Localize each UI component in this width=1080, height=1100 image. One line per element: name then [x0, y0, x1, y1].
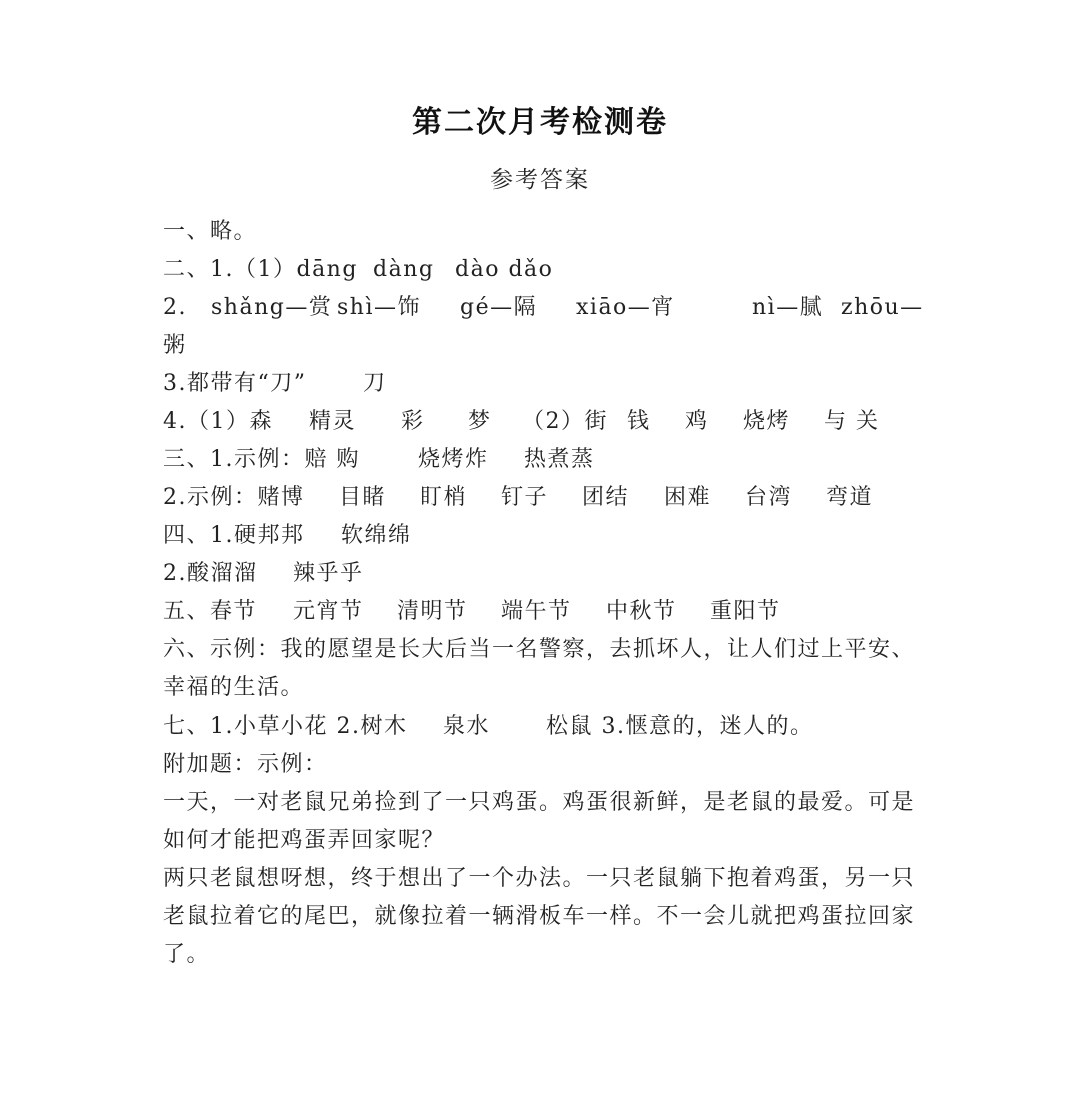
- answer-line-9: [0, 521, 1080, 551]
- answer-item: 目睹: [339, 485, 387, 510]
- answer-text: 五、春节: [163, 599, 258, 624]
- answer-text: 3.都带有“刀”: [163, 371, 307, 396]
- answer-line-19: [0, 902, 1080, 932]
- answer-line-16: [0, 788, 1080, 818]
- answer-item: 困难: [664, 485, 712, 510]
- answer-item: 热煮蒸: [524, 447, 595, 472]
- answer-text: 如何才能把鸡蛋弄回家呢？: [163, 828, 446, 853]
- answer-item: gé—隔: [460, 295, 538, 320]
- answer-text: 2.: [163, 295, 187, 320]
- answer-item: 精灵: [309, 409, 357, 434]
- answer-text: 4.（1）森: [163, 409, 273, 434]
- answer-item: 与 关: [824, 409, 880, 434]
- answer-item: 重阳节: [710, 599, 781, 624]
- answer-text: 六、示例：我的愿望是长大后当一名警察，去抓坏人，让人们过上平安、: [163, 637, 916, 662]
- answer-line-14: [0, 712, 1080, 742]
- answer-item: shǎng—赏: [211, 295, 333, 320]
- answer-text: 粥: [163, 333, 187, 358]
- answer-item: 清明节: [397, 599, 468, 624]
- answer-item: 钉子: [501, 485, 549, 510]
- answer-line-2: [0, 255, 1080, 285]
- answer-item: 元宵节: [293, 599, 364, 624]
- answer-line-3: [0, 293, 1080, 323]
- answer-text: 幸福的生活。: [163, 675, 305, 700]
- answer-item: 鸡: [685, 409, 709, 434]
- page-subtitle: 参考答案: [490, 167, 590, 193]
- answer-line-7: [0, 445, 1080, 475]
- answer-text: 三、1.示例：赔 购: [163, 447, 360, 472]
- answer-item: 团结: [582, 485, 630, 510]
- answer-line-17: [0, 826, 1080, 856]
- answer-item: （2）街: [522, 409, 608, 434]
- answer-item: 梦: [468, 409, 492, 434]
- answer-item: 刀: [363, 371, 387, 396]
- answer-item: 烧烤: [743, 409, 791, 434]
- answer-text: 两只老鼠想呀想，终于想出了一个办法。一只老鼠躺下抱着鸡蛋，另一只: [163, 866, 916, 891]
- answer-item: shì—饰: [337, 295, 421, 320]
- answer-line-15: [0, 750, 1080, 780]
- answer-text: 了。: [163, 942, 211, 967]
- answer-text: 二、1.（1）dāng: [163, 257, 358, 282]
- answer-line-8: [0, 483, 1080, 513]
- answer-item: 软绵绵: [341, 523, 412, 548]
- answer-item: zhōu—: [841, 295, 924, 320]
- answer-item: 彩: [401, 409, 425, 434]
- answer-item: 烧烤炸: [418, 447, 489, 472]
- answer-line-5: [0, 369, 1080, 399]
- answer-line-20: [0, 940, 1080, 970]
- answer-text: 2.酸溜溜: [163, 561, 258, 586]
- answer-line-13: [0, 673, 1080, 703]
- answer-line-1: [0, 217, 1080, 247]
- answer-line-11: [0, 597, 1080, 627]
- answer-line-10: [0, 559, 1080, 589]
- answer-item: 中秋节: [606, 599, 677, 624]
- answer-text: 七、1.小草小花 2.树木: [163, 714, 408, 739]
- answer-item: 松鼠 3.惬意的，迷人的。: [546, 714, 814, 739]
- answer-item: 钱: [627, 409, 651, 434]
- answer-text: 老鼠拉着它的尾巴，就像拉着一辆滑板车一样。不一会儿就把鸡蛋拉回家: [163, 904, 916, 929]
- answer-text: 四、1.硬邦邦: [163, 523, 305, 548]
- page-title: 第二次月考检测卷: [412, 105, 668, 140]
- answer-text: 附加题：示例：: [163, 752, 328, 777]
- answer-text: 2.示例：赌博: [163, 485, 305, 510]
- answer-item: 弯道: [826, 485, 874, 510]
- answer-line-12: [0, 635, 1080, 665]
- answer-text: 一、略。: [163, 219, 258, 244]
- answer-item: dào dǎo: [455, 257, 554, 282]
- answer-item: 泉水: [443, 714, 491, 739]
- answer-line-4: [0, 331, 1080, 361]
- answer-item: xiāo—宵: [576, 295, 675, 320]
- answer-item: dàng: [373, 257, 435, 282]
- answer-line-18: [0, 864, 1080, 894]
- answer-item: 辣乎乎: [293, 561, 364, 586]
- answer-text: 一天，一对老鼠兄弟捡到了一只鸡蛋。鸡蛋很新鲜，是老鼠的最爱。可是: [163, 790, 916, 815]
- answer-item: nì—腻: [752, 295, 824, 320]
- answer-item: 台湾: [745, 485, 793, 510]
- answer-item: 端午节: [501, 599, 572, 624]
- answer-line-6: [0, 407, 1080, 437]
- answer-item: 盯梢: [420, 485, 468, 510]
